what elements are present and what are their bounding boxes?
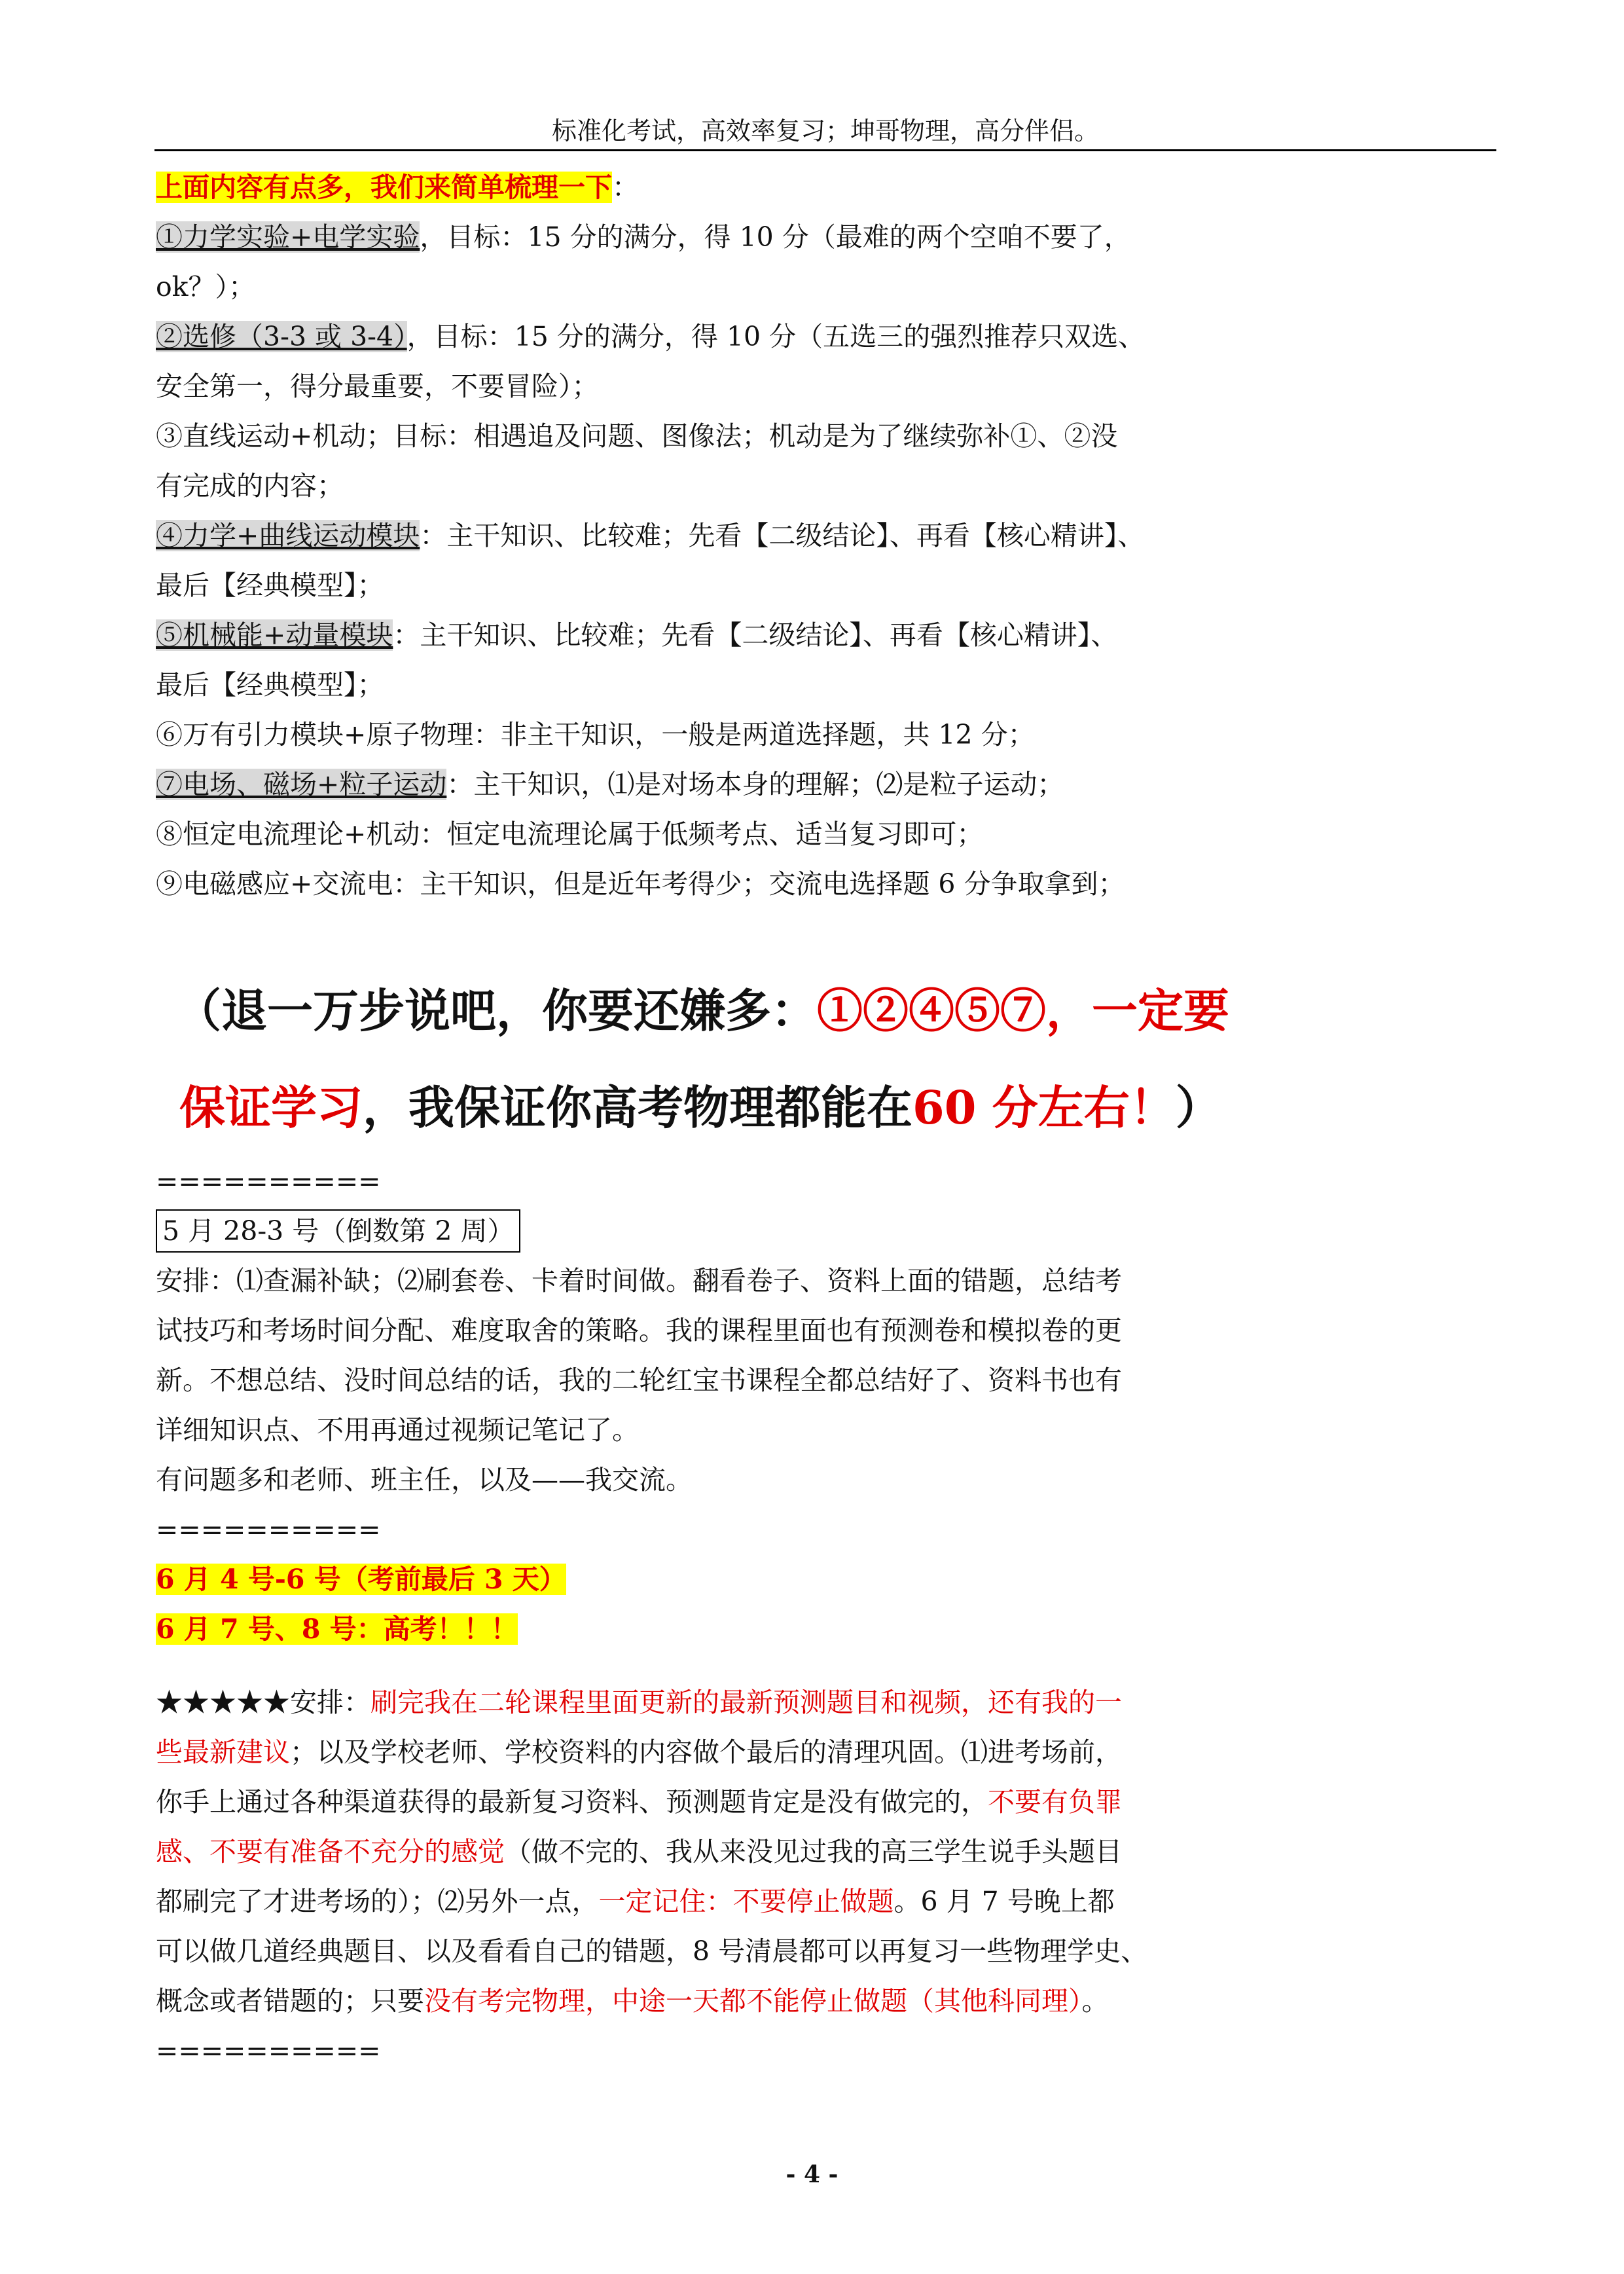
summary-item-9: ⑨电磁感应+交流电：主干知识，但是近年考得少；交流电选择题 6 分争取拿到； xyxy=(156,868,1125,900)
summary-item-label: ①力学实验+电学实验 xyxy=(156,221,420,253)
divider: ========== xyxy=(156,2035,381,2066)
summary-item-3: ③直线运动+机动；目标：相遇追及问题、图像法；机动是为了继续弥补①、②没 xyxy=(156,420,1118,452)
final-text: ★★★★★安排： xyxy=(156,1687,370,1718)
final-line-1 xyxy=(156,1678,1242,1727)
final-red-text: 些最新建议 xyxy=(156,1736,290,1768)
summary-item-1-cont: ok？）； xyxy=(156,271,256,303)
page-header: 标准化考试，高效率复习；坤哥物理，高分伴侣。 xyxy=(551,117,1099,145)
emphasis-red-text: 保证学习 xyxy=(179,1080,363,1135)
final-text: 都刷完了才进考场的）；⑵另外一点， xyxy=(156,1886,599,1917)
final-line-2 xyxy=(156,1727,1242,1777)
summary-item-4-cont: 最后【经典模型】； xyxy=(156,570,384,601)
final-line-7 xyxy=(156,1976,1242,2026)
final-red-text: 没有考完物理，中途一天都不能停止做题（其他科同理） xyxy=(424,1985,1082,2017)
final-red-text: 刷完我在二轮课程里面更新的最新预测题目和视频，还有我的一 xyxy=(370,1687,1122,1718)
final-text: 概念或者错题的；只要 xyxy=(156,1985,424,2017)
final-label-2: 6 月 7 号、8 号：高考！！！ xyxy=(156,1613,518,1645)
final-line-3 xyxy=(156,1777,1242,1827)
emphasis-black-text: （退一万步说吧，你要还嫌多： xyxy=(175,983,817,1038)
emphasis-black-text: ，我保证你高考物理都能在 xyxy=(363,1080,912,1135)
summary-item-5-cont: 最后【经典模型】； xyxy=(156,669,384,701)
summary-title-line xyxy=(156,162,1242,212)
final-text: 你手上通过各种渠道获得的最新复习资料、预测题肯定是没有做完的， xyxy=(156,1786,988,1818)
document-body xyxy=(156,162,1242,2076)
spacer xyxy=(156,909,1242,963)
summary-item-label: ⑤机械能+动量模块 xyxy=(156,619,393,651)
week2-line: 新。不想总结、没时间总结的话，我的二轮红宝书课程全都总结好了、资料书也有 xyxy=(156,1365,1122,1396)
final-text: 。 xyxy=(1081,1985,1109,2017)
summary-item-text: ：主干知识，⑴是对场本身的理解；⑵是粒子运动； xyxy=(446,769,1064,800)
final-line-5 xyxy=(156,1877,1242,1926)
week2-line: 有问题多和老师、班主任，以及——我交流。 xyxy=(156,1464,693,1495)
week2-line: 试技巧和考场时间分配、难度取舍的策略。我的课程里面也有预测卷和模拟卷的更 xyxy=(156,1315,1122,1346)
final-red-text: 感、不要有准备不充分的感觉 xyxy=(156,1836,505,1867)
final-label-1: 6 月 4 号-6 号（考前最后 3 天） xyxy=(156,1564,566,1595)
spacer xyxy=(156,1654,1242,1678)
emphasis-end-paren: ） xyxy=(1175,1080,1221,1135)
final-text: ；以及学校老师、学校资料的内容做个最后的清理巩固。⑴进考场前， xyxy=(290,1736,1122,1768)
summary-item-text: ：主干知识、比较难；先看【二级结论】、再看【核心精讲】、 xyxy=(393,619,1118,651)
summary-item-2 xyxy=(156,312,1242,361)
emphasis-red-text: 60 分左右！ xyxy=(912,1080,1176,1135)
final-red-text: 一定记住：不要停止做题 xyxy=(598,1886,894,1917)
week2-label-line xyxy=(156,1206,1242,1256)
divider: ========== xyxy=(156,1165,381,1197)
summary-item-8: ⑧恒定电流理论+机动：恒定电流理论属于低频考点、适当复习即可； xyxy=(156,818,984,850)
summary-item-1 xyxy=(156,212,1242,262)
summary-item-4 xyxy=(156,511,1242,560)
summary-item-3-cont: 有完成的内容； xyxy=(156,470,344,502)
summary-item-text: ，目标：15 分的满分，得 10 分（五选三的强烈推荐只双选、 xyxy=(406,321,1146,352)
emphasis-line-1 xyxy=(156,963,1242,1059)
final-label-1-line xyxy=(156,1554,1242,1604)
header-rule xyxy=(154,149,1496,151)
summary-item-2-cont: 安全第一，得分最重要，不要冒险）； xyxy=(156,371,599,402)
final-line-4 xyxy=(156,1827,1242,1877)
summary-item-5 xyxy=(156,610,1242,660)
divider: ========== xyxy=(156,1514,381,1545)
summary-item-6: ⑥万有引力模块+原子物理：非主干知识，一般是两道选择题，共 12 分； xyxy=(156,719,1035,750)
summary-item-label: ④力学+曲线运动模块 xyxy=(156,520,420,551)
final-red-text: 不要有负罪 xyxy=(988,1786,1122,1818)
summary-title: 上面内容有点多，我们来简单梳理一下 xyxy=(156,172,612,203)
summary-item-label: ②选修（3-3 或 3-4） xyxy=(156,321,407,352)
final-line-6: 可以做几道经典题目、以及看看自己的错题，8 号清晨都可以再复习一些物理学史、 xyxy=(156,1935,1148,1967)
summary-title-colon: ： xyxy=(612,172,639,203)
summary-item-label: ⑦电场、磁场+粒子运动 xyxy=(156,769,447,800)
emphasis-line-2 xyxy=(156,1059,1242,1156)
week2-label: 5 月 28-3 号（倒数第 2 周） xyxy=(156,1209,520,1253)
emphasis-red-text: ①②④⑤⑦，一定要 xyxy=(817,983,1229,1038)
final-text: （做不完的、我从来没见过我的高三学生说手头题目 xyxy=(505,1836,1122,1867)
final-label-2-line xyxy=(156,1604,1242,1654)
week2-line: 安排：⑴查漏补缺；⑵刷套卷、卡着时间做。翻看卷子、资料上面的错题，总结考 xyxy=(156,1265,1122,1296)
summary-item-text: ，目标：15 分的满分，得 10 分（最难的两个空咱不要了， xyxy=(420,221,1131,253)
summary-item-7 xyxy=(156,760,1242,809)
final-text: 。6 月 7 号晚上都 xyxy=(893,1886,1115,1917)
summary-item-text: ：主干知识、比较难；先看【二级结论】、再看【核心精讲】、 xyxy=(420,520,1145,551)
page-number: - 4 - xyxy=(785,2161,839,2188)
week2-line: 详细知识点、不用再通过视频记笔记了。 xyxy=(156,1414,639,1446)
